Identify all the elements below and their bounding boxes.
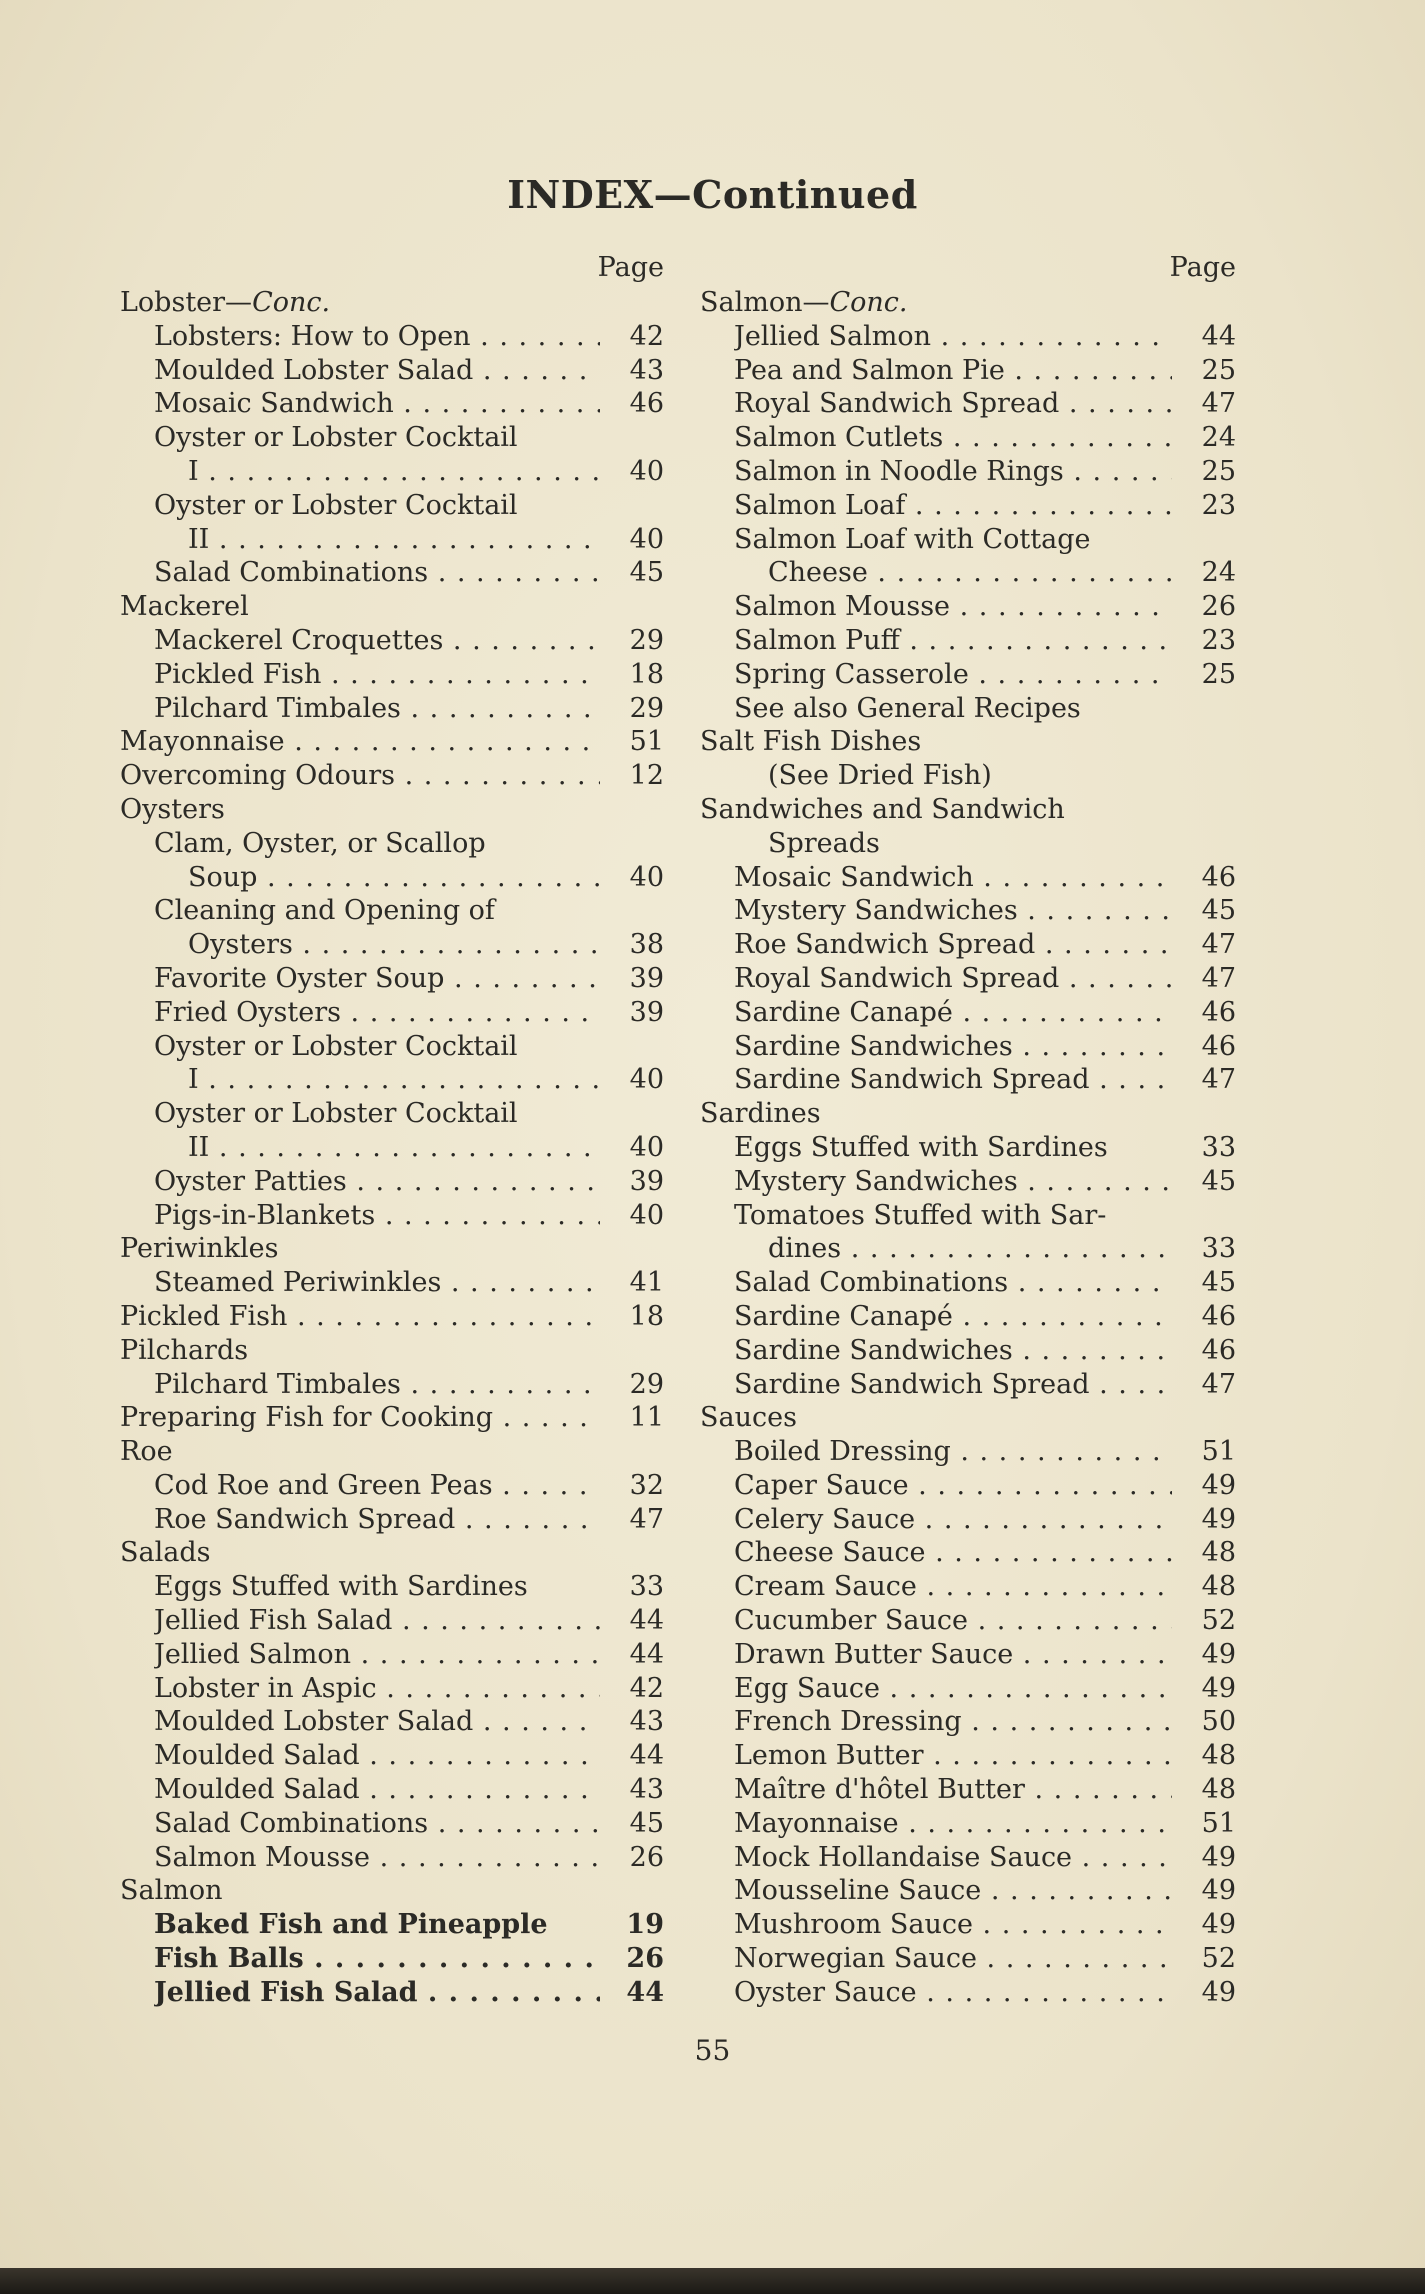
index-entry [700, 1672, 1236, 1706]
index-entry-text: Salmon Loaf with Cottage [734, 523, 1091, 555]
index-page-number: 43 [629, 1774, 664, 1806]
index-entry-text: Norwegian Sauce . . . [734, 1942, 1172, 1976]
index-entry [120, 1165, 664, 1199]
index-entry [700, 590, 1236, 624]
index-entry-text: Fish Balls . . . [154, 1942, 600, 1976]
index-entry [700, 1942, 1236, 1976]
index-page-number: 49 [1201, 1841, 1236, 1873]
index-entry [120, 1097, 664, 1131]
index-entry-text: Salmon Cutlets . . . [734, 421, 1172, 455]
index-entry-text: See also General Recipes [734, 692, 1081, 724]
index-entry [700, 1739, 1236, 1773]
index-page-number: 51 [629, 726, 664, 758]
index-entry-text: Fried Oysters . . . [154, 996, 600, 1030]
index-page-number: 49 [1201, 1875, 1236, 1907]
index-entry-text: Mayonnaise . . . [734, 1807, 1172, 1841]
index-entry [700, 1435, 1236, 1469]
index-entry-text: Roe Sandwich Spread . . . [154, 1503, 600, 1537]
index-entry [700, 1097, 1236, 1131]
index-page-number: 39 [629, 962, 664, 994]
index-entry-text: Eggs Stuffed with Sardines [734, 1131, 1108, 1163]
index-page-number: 47 [1201, 388, 1236, 420]
index-page-number: 48 [1201, 1774, 1236, 1806]
index-entry-text: Oyster or Lobster Cocktail [154, 1030, 518, 1062]
index-entry [120, 455, 664, 489]
index-page-number: 45 [1201, 895, 1236, 927]
index-entry [700, 286, 1236, 320]
index-entry [700, 827, 1236, 861]
index-entry [700, 928, 1236, 962]
index-entry-text: Sardine Canapé . . . [734, 1300, 1172, 1334]
index-entry-text: Pilchards [120, 1334, 249, 1366]
index-entry [120, 1368, 664, 1402]
index-entry [120, 1401, 664, 1435]
index-page-number: 47 [1201, 929, 1236, 961]
index-entry [700, 861, 1236, 895]
index-page-number: 25 [1201, 658, 1236, 690]
index-entry-text: Mushroom Sauce . . . [734, 1908, 1172, 1942]
index-entry-text: Egg Sauce . . . [734, 1672, 1172, 1706]
index-entry [120, 1030, 664, 1064]
index-entry-text: Salad Combinations . . . [154, 556, 600, 590]
index-entry-text: Sandwiches and Sandwich [700, 793, 1065, 825]
index-page-number: 44 [629, 1740, 664, 1772]
index-page-number: 40 [629, 455, 664, 487]
index-entry-text: Salads [120, 1537, 211, 1569]
index-entry-text: Jellied Fish Salad . . . [154, 1976, 600, 2010]
index-entry [700, 1638, 1236, 1672]
index-page-number: 48 [1201, 1537, 1236, 1569]
index-entry-text: French Dressing . . . [734, 1705, 1172, 1739]
index-entry [120, 692, 664, 726]
index-entry [120, 1570, 664, 1604]
index-entry [700, 1063, 1236, 1097]
page-column-label: Page [1169, 252, 1236, 283]
index-entry [120, 1841, 664, 1875]
index-page-number: 18 [629, 658, 664, 690]
index-page-number: 43 [629, 354, 664, 386]
index-entry [120, 1976, 664, 2010]
index-entry-text: Oyster Patties . . . [154, 1165, 600, 1199]
index-entry [120, 1604, 664, 1638]
index-entry [700, 1368, 1236, 1402]
index-page-number: 42 [629, 1672, 664, 1704]
index-entry-text: Mosaic Sandwich . . . [154, 387, 600, 421]
index-entry [700, 455, 1236, 489]
index-entry [120, 421, 664, 455]
index-column-right [700, 250, 1236, 2010]
index-page-number: 39 [629, 1165, 664, 1197]
index-entry-text: Mousseline Sauce . . . [734, 1874, 1172, 1908]
index-entry-text: Tomatoes Stuffed with Sar- [734, 1199, 1107, 1231]
index-page-number: 51 [1201, 1436, 1236, 1468]
index-entry [120, 1232, 664, 1266]
page-number: 55 [694, 2034, 731, 2067]
index-entry [120, 1503, 664, 1537]
index-entry [120, 894, 664, 928]
index-entry [700, 1131, 1236, 1165]
index-page-number: 48 [1201, 1740, 1236, 1772]
index-page-number: 48 [1201, 1571, 1236, 1603]
index-entry-text: Salmon in Noodle Rings . . . [734, 455, 1172, 489]
index-entry [700, 1807, 1236, 1841]
index-entry-text: Maître d'hôtel Butter . . . [734, 1773, 1172, 1807]
index-entry-text: Favorite Oyster Soup . . . [154, 962, 600, 996]
index-page-number: 49 [1201, 1672, 1236, 1704]
index-entry [700, 1536, 1236, 1570]
index-entry [700, 523, 1236, 557]
index-entry [700, 725, 1236, 759]
index-page-number: 46 [1201, 861, 1236, 893]
continued-marker: Conc. [829, 287, 908, 318]
index-entries-left [120, 286, 664, 2010]
index-page-number: 33 [1201, 1233, 1236, 1265]
index-entry [120, 387, 664, 421]
index-page-number: 47 [1201, 1368, 1236, 1400]
index-entry [120, 1199, 664, 1233]
index-page-number: 25 [1201, 354, 1236, 386]
index-entry [120, 1672, 664, 1706]
index-entry [700, 1469, 1236, 1503]
index-entry-text: Roe [120, 1436, 173, 1468]
index-entry-text: Pickled Fish . . . [154, 658, 600, 692]
index-page-number: 26 [629, 1841, 664, 1873]
index-entry-text: Caper Sauce . . . [734, 1469, 1172, 1503]
page-column-label: Page [597, 252, 664, 283]
index-page-number: 50 [1201, 1706, 1236, 1738]
index-entry-text: Cheese . . . [768, 556, 1172, 590]
index-entry-text: Oyster or Lobster Cocktail [154, 422, 518, 454]
index-entry [700, 1334, 1236, 1368]
index-page-number: 45 [1201, 1267, 1236, 1299]
index-page-number: 43 [629, 1706, 664, 1738]
index-entry [120, 1638, 664, 1672]
index-entry-text: Mock Hollandaise Sauce . . . [734, 1841, 1172, 1875]
index-page-number: 23 [1201, 489, 1236, 521]
index-entry [120, 962, 664, 996]
index-entry-text: II . . . [188, 1131, 600, 1165]
index-page-number: 23 [1201, 624, 1236, 656]
index-entry-text: Cream Sauce . . . [734, 1570, 1172, 1604]
index-entry-text: Overcoming Odours . . . [120, 759, 600, 793]
index-page-number: 40 [629, 523, 664, 555]
index-entry [120, 286, 664, 320]
index-page-number: 46 [1201, 1334, 1236, 1366]
index-entry [700, 1503, 1236, 1537]
index-entry [700, 354, 1236, 388]
index-page-number: 11 [629, 1402, 664, 1434]
index-entry [700, 1199, 1236, 1233]
index-entry [700, 489, 1236, 523]
index-entry-text: Sardines [700, 1098, 821, 1130]
index-entry-text: Moulded Salad . . . [154, 1773, 600, 1807]
index-heading-text: Salmon— [700, 287, 830, 318]
index-page-number: 44 [1201, 320, 1236, 352]
index-entry [120, 1536, 664, 1570]
index-page-number: 19 [626, 1909, 664, 1941]
index-entry [700, 1300, 1236, 1334]
index-page-number: 24 [1201, 557, 1236, 589]
index-entry [120, 1739, 664, 1773]
index-page-number: 29 [629, 624, 664, 656]
index-entry [700, 1570, 1236, 1604]
index-entry [120, 861, 664, 895]
index-entry [120, 320, 664, 354]
index-entry-text: Celery Sauce . . . [734, 1503, 1172, 1537]
index-page-number: 47 [629, 1503, 664, 1535]
index-entry-text: Pigs-in-Blankets . . . [154, 1199, 600, 1233]
index-entry-text: Oysters [120, 793, 225, 825]
index-entry [700, 692, 1236, 726]
index-page-number: 52 [1201, 1943, 1236, 1975]
page-edge-shadow [0, 2268, 1425, 2294]
index-entry [700, 624, 1236, 658]
index-entry [120, 1942, 664, 1976]
index-entry-text: Spring Casserole . . . [734, 658, 1172, 692]
index-entry-text [120, 286, 664, 320]
index-entry-text: Salmon Loaf . . . [734, 489, 1172, 523]
index-entry [700, 962, 1236, 996]
index-entry [700, 1705, 1236, 1739]
index-entry [700, 1874, 1236, 1908]
index-entry [120, 624, 664, 658]
index-entry [700, 556, 1236, 590]
index-entry-text: Baked Fish and Pineapple [154, 1909, 548, 1941]
index-page-number: 39 [629, 996, 664, 1028]
index-entry [120, 556, 664, 590]
index-entry [700, 387, 1236, 421]
index-entry-text: Jellied Salmon . . . [734, 320, 1172, 354]
index-entry [700, 1841, 1236, 1875]
page-title: INDEX—Continued [507, 172, 918, 217]
index-entry-text: Cleaning and Opening of [154, 895, 495, 927]
index-entry [120, 1469, 664, 1503]
continued-marker: Conc. [252, 287, 331, 318]
index-page-number: 18 [629, 1300, 664, 1332]
index-entry-text: Cucumber Sauce . . . [734, 1604, 1172, 1638]
index-entry-text: Salmon Mousse . . . [154, 1841, 600, 1875]
index-entry-text: Pilchard Timbales . . . [154, 692, 600, 726]
index-page-number: 40 [629, 1199, 664, 1231]
index-entry [120, 1807, 664, 1841]
index-page-number: 46 [1201, 1300, 1236, 1332]
index-page-number: 38 [629, 929, 664, 961]
index-entry-text: Mystery Sandwiches . . . [734, 1165, 1172, 1199]
index-page-number: 49 [1201, 1976, 1236, 2008]
index-page-number: 49 [1201, 1909, 1236, 1941]
index-page-number: 32 [629, 1469, 664, 1501]
index-page-number: 45 [629, 1807, 664, 1839]
index-entry [700, 759, 1236, 793]
index-entry-text: Roe Sandwich Spread . . . [734, 928, 1172, 962]
index-page-number: 26 [626, 1943, 664, 1975]
index-entry-text: Jellied Fish Salad . . . [154, 1604, 600, 1638]
index-entry-text: Mackerel [120, 591, 249, 623]
index-page-number: 49 [1201, 1503, 1236, 1535]
index-entry-text: Cheese Sauce . . . [734, 1536, 1172, 1570]
index-entry [120, 1063, 664, 1097]
index-entry [120, 1300, 664, 1334]
index-entry-text: Clam, Oyster, or Scallop [154, 827, 486, 859]
index-entry [700, 1604, 1236, 1638]
index-entry-text: Cod Roe and Green Peas . . . [154, 1469, 600, 1503]
index-page-number: 25 [1201, 455, 1236, 487]
index-page-number: 40 [629, 1064, 664, 1096]
index-page-number: 49 [1201, 1469, 1236, 1501]
index-entry [120, 759, 664, 793]
index-entry [120, 793, 664, 827]
index-entry [120, 1435, 664, 1469]
index-column-left [120, 250, 664, 2010]
index-entry-text: Pea and Salmon Pie . . . [734, 354, 1172, 388]
index-entry [700, 996, 1236, 1030]
index-entry [700, 1266, 1236, 1300]
index-entry-text: Salad Combinations . . . [154, 1807, 600, 1841]
index-entry-text: I . . . [188, 1063, 600, 1097]
index-entry [700, 320, 1236, 354]
index-entry-text: Jellied Salmon . . . [154, 1638, 600, 1672]
index-page-number: 52 [1201, 1605, 1236, 1637]
index-entry-text: Sardine Sandwich Spread . . . [734, 1063, 1172, 1097]
index-entry-text: Moulded Lobster Salad . . . [154, 1705, 600, 1739]
index-page-number: 26 [1201, 591, 1236, 623]
index-page-number: 33 [629, 1571, 664, 1603]
index-entry [120, 1334, 664, 1368]
index-entry-text: Sardine Sandwich Spread . . . [734, 1368, 1172, 1402]
index-entry-text: Lobster in Aspic . . . [154, 1672, 600, 1706]
index-page-number: 51 [1201, 1807, 1236, 1839]
index-entry [120, 827, 664, 861]
index-entry-text: Spreads [768, 827, 880, 859]
index-page-number: 29 [629, 692, 664, 724]
index-page-number: 45 [629, 557, 664, 589]
index-page-number: 47 [1201, 962, 1236, 994]
index-entry-text: Pilchard Timbales . . . [154, 1368, 600, 1402]
index-entry [700, 1165, 1236, 1199]
index-entry [120, 354, 664, 388]
index-entry [700, 1908, 1236, 1942]
index-entry-text: II . . . [188, 523, 600, 557]
index-entry-text: Moulded Salad . . . [154, 1739, 600, 1773]
index-page-number: 44 [626, 1976, 664, 2008]
index-page-number: 46 [1201, 996, 1236, 1028]
index-page-number: 46 [1201, 1030, 1236, 1062]
index-entry-text: I . . . [188, 455, 600, 489]
index-entry [120, 1773, 664, 1807]
index-entry-text: Salt Fish Dishes [700, 726, 922, 758]
index-entry [700, 793, 1236, 827]
index-entry-text: Salmon [120, 1875, 223, 1907]
index-entry [700, 1773, 1236, 1807]
index-entry-text: Mayonnaise . . . [120, 725, 600, 759]
index-page-number: 45 [1201, 1165, 1236, 1197]
index-entry [120, 1266, 664, 1300]
index-page-number: 12 [629, 760, 664, 792]
index-page-number: 40 [629, 861, 664, 893]
index-page-number: 49 [1201, 1638, 1236, 1670]
index-entry [120, 590, 664, 624]
index-entry-text: Oyster or Lobster Cocktail [154, 489, 518, 521]
index-entry [700, 658, 1236, 692]
index-entry-text: (See Dried Fish) [768, 760, 992, 792]
index-entry [120, 1874, 664, 1908]
index-page-number: 47 [1201, 1064, 1236, 1096]
index-page-number: 33 [1201, 1131, 1236, 1163]
index-entry [120, 725, 664, 759]
index-entry-text: Lobsters: How to Open . . . [154, 320, 600, 354]
index-entry-text: Pickled Fish . . . [120, 1300, 600, 1334]
index-entry [120, 658, 664, 692]
index-entry-text: Boiled Dressing . . . [734, 1435, 1172, 1469]
index-entry-text: Oyster or Lobster Cocktail [154, 1098, 518, 1130]
index-entry-text: Lemon Butter . . . [734, 1739, 1172, 1773]
index-entry-text [700, 286, 1236, 320]
index-entry-text: Royal Sandwich Spread . . . [734, 962, 1172, 996]
index-page-number: 44 [629, 1605, 664, 1637]
index-heading-text: Lobster— [120, 287, 253, 318]
index-entry-text: Periwinkles [120, 1233, 279, 1265]
index-entry-text: Salad Combinations . . . [734, 1266, 1172, 1300]
index-entries-right [700, 286, 1236, 2010]
index-entry-text: Mosaic Sandwich . . . [734, 861, 1172, 895]
index-entry [700, 1401, 1236, 1435]
index-page-number: 40 [629, 1131, 664, 1163]
index-entry [700, 1976, 1236, 2010]
index-page-number: 44 [629, 1638, 664, 1670]
index-entry-text: Salmon Mousse . . . [734, 590, 1172, 624]
index-entry-text: Soup . . . [188, 861, 600, 895]
index-entry-text: Royal Sandwich Spread . . . [734, 387, 1172, 421]
index-entry [700, 1030, 1236, 1064]
index-entry [120, 1131, 664, 1165]
index-entry [700, 1232, 1236, 1266]
index-entry-text: Sardine Sandwiches . . . [734, 1030, 1172, 1064]
index-page-number: 24 [1201, 422, 1236, 454]
index-entry-text: dines . . . [768, 1232, 1172, 1266]
index-entry [120, 1705, 664, 1739]
index-page-number: 29 [629, 1368, 664, 1400]
index-entry-text: Oyster Sauce . . . [734, 1976, 1172, 2010]
index-entry [120, 996, 664, 1030]
index-entry [120, 523, 664, 557]
index-entry-text: Drawn Butter Sauce . . . [734, 1638, 1172, 1672]
index-entry-text: Salmon Puff . . . [734, 624, 1172, 658]
index-page-number: 46 [629, 388, 664, 420]
index-entry [120, 928, 664, 962]
index-entry-text: Preparing Fish for Cooking . . . [120, 1401, 600, 1435]
index-entry [120, 489, 664, 523]
index-entry [120, 1908, 664, 1942]
index-entry-text: Sardine Canapé . . . [734, 996, 1172, 1030]
index-entry [700, 894, 1236, 928]
index-entry-text: Steamed Periwinkles . . . [154, 1266, 600, 1300]
index-entry-text: Mackerel Croquettes . . . [154, 624, 600, 658]
index-entry-text: Moulded Lobster Salad . . . [154, 354, 600, 388]
index-entry-text: Oysters . . . [188, 928, 600, 962]
index-page-number: 41 [629, 1267, 664, 1299]
index-entry-text: Sauces [700, 1402, 797, 1434]
index-entry [700, 421, 1236, 455]
index-entry-text: Eggs Stuffed with Sardines [154, 1571, 528, 1603]
index-page-number: 42 [629, 320, 664, 352]
index-entry-text: Mystery Sandwiches . . . [734, 894, 1172, 928]
index-entry-text: Sardine Sandwiches . . . [734, 1334, 1172, 1368]
